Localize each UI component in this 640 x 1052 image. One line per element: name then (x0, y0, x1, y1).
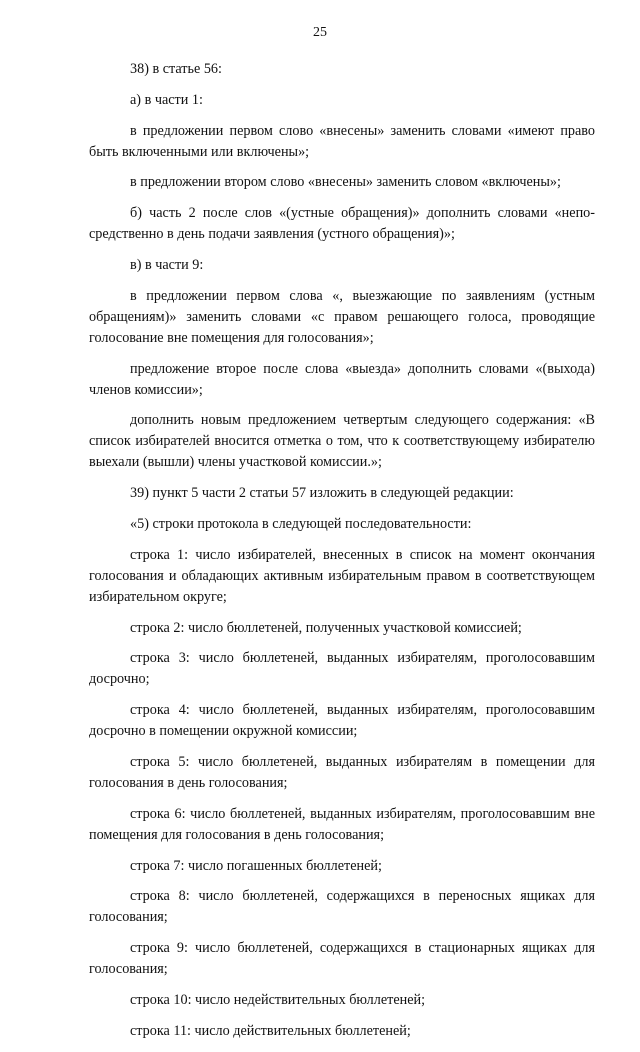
paragraph-line-7: строка 7: число погашенных бюллетеней; (130, 857, 382, 874)
paragraph-part-9-sentence-one: в предложении первом слова «, выезжающие по заявлениям (устным обращениям)» заменить словами «с правом решающего голоса, проводящие голосование вне помещения для голосования»; (89, 287, 595, 346)
paragraph-line-2: строка 2: число бюллетеней, полученных участковой комиссией; (130, 619, 522, 636)
paragraph-item-a: а) в части 1: (130, 91, 203, 108)
paragraph-article-56: 38) в статье 56: (130, 61, 222, 77)
paragraph-line-3: строка 3: число бюллетеней, выданных избирателям, проголосовавшим досрочно; (89, 650, 595, 688)
paragraph-line-5: строка 5: число бюллетеней, выданных избирателям в помещении для голосования в день голосования; (89, 753, 595, 791)
document-body (89, 59, 595, 1052)
paragraph-line-4: строка 4: число бюллетеней, выданных избирателям, проголосовавшим досрочно в помещении окружной комиссии; (89, 702, 595, 740)
paragraph-line-11: строка 11: число действительных бюллетеней; (130, 1022, 411, 1039)
paragraph-part-9-sentence-two: предложение второе после слова «выезда» дополнить словами «(выхода) членов комиссии»; (89, 360, 595, 398)
paragraph-line-6: строка 6: число бюллетеней, выданных избирателям, проголосовавшим вне помещения для голосования в день голосования; (89, 805, 595, 843)
paragraph-new-sentence-four: дополнить новым предложением четвертым следующего содержания: «В список избирателей вносится отметка о том, что к соответствующему избирателю выехали (вышли) члены участковой комиссии.»; (89, 412, 595, 471)
paragraph-line-9: строка 9: число бюллетеней, содержащихся в стационарных ящиках для голосования; (89, 940, 595, 978)
paragraph-article-57: 39) пункт 5 части 2 статьи 57 изложить в следующей редакции: (130, 485, 514, 502)
paragraph-item-b: б) часть 2 после слов «(устные обращения)» дополнить словами «непосредственно в день подачи заявления (устного обращения)»; (89, 205, 595, 243)
paragraph-protocol-lines: «5) строки протокола в следующей последовательности: (130, 515, 472, 532)
paragraph-line-1: строка 1: число избирателей, внесенных в список на момент окончания голосования и обладающих активным избирательным правом в соответствующем избирательном округе; (89, 546, 595, 605)
paragraph-item-v: в) в части 9: (130, 256, 204, 273)
paragraph-line-10: строка 10: число недействительных бюллетеней; (130, 991, 426, 1008)
paragraph-sentence-one: в предложении первом слово «внесены» заменить словами «имеют право быть включенными или включены»; (89, 122, 595, 160)
paragraph-line-8: строка 8: число бюллетеней, содержащихся в переносных ящиках для голосования; (89, 888, 595, 926)
paragraph-sentence-two: в предложении втором слово «внесены» заменить словом «включены»; (130, 174, 561, 191)
page-number: 25 (313, 25, 327, 40)
